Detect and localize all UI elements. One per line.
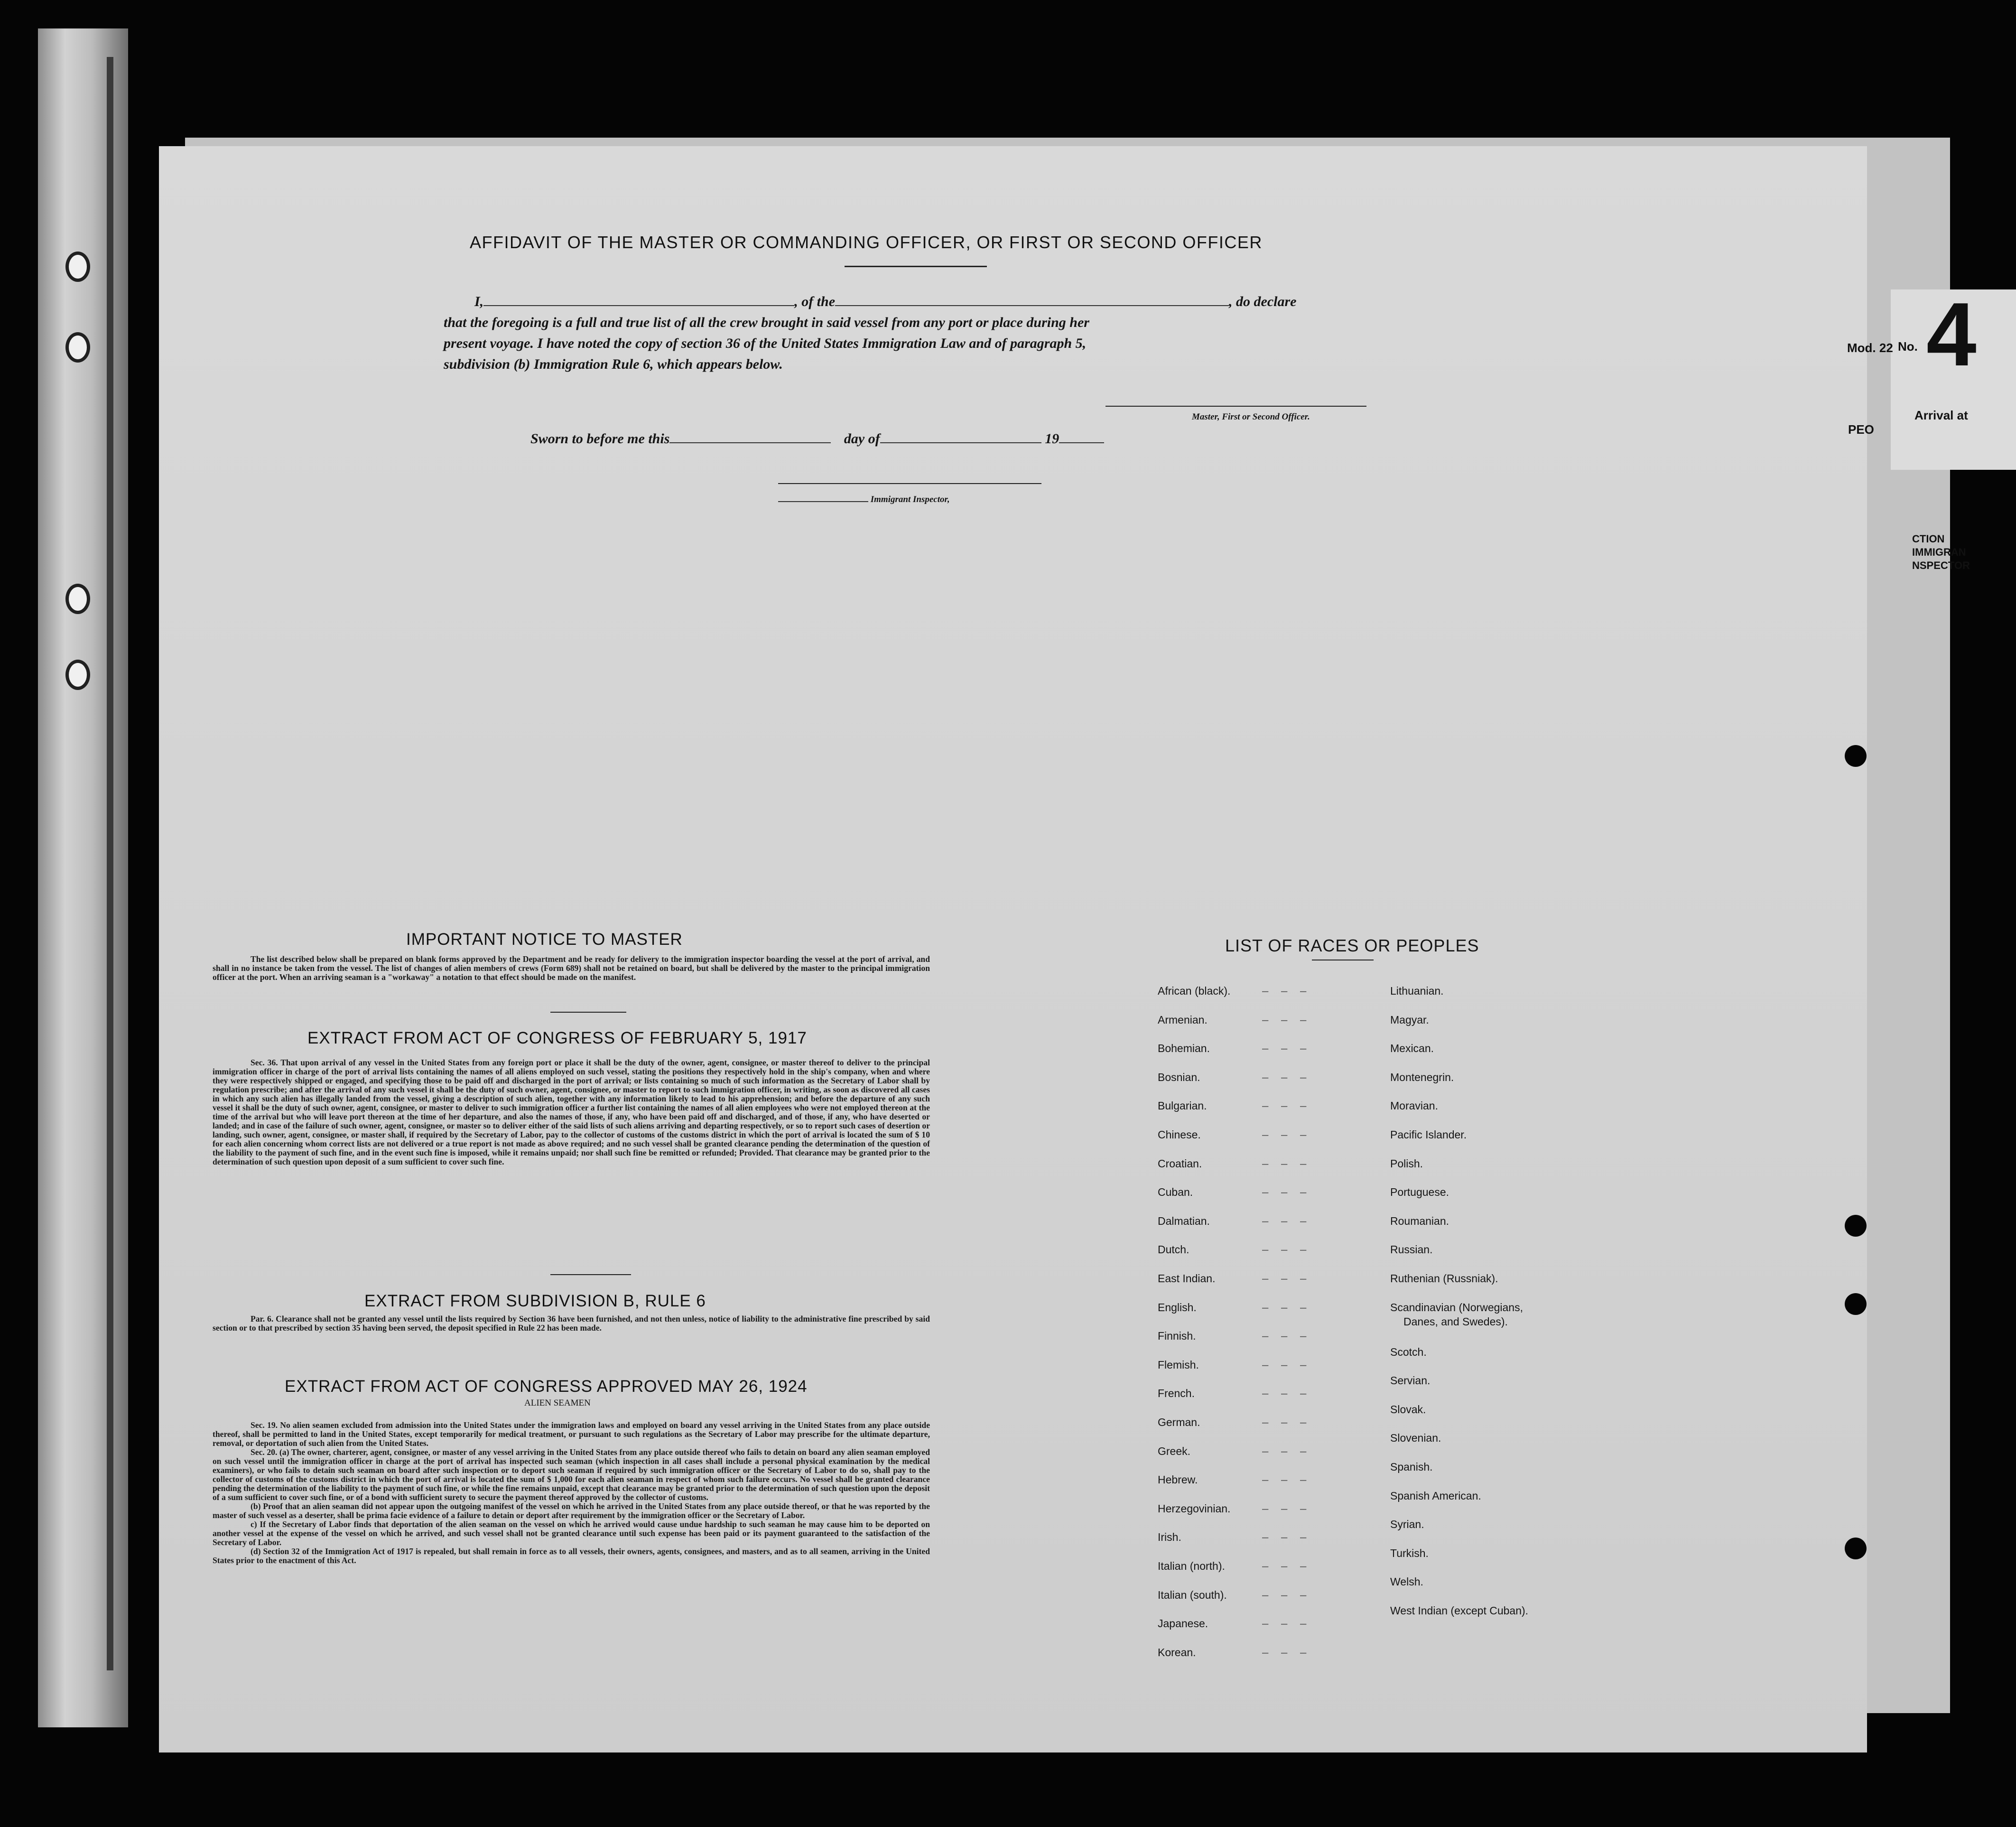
race-item: Syrian. (1390, 1518, 1424, 1531)
race-item: Bohemian. (1158, 1042, 1210, 1055)
binding-hole (65, 332, 90, 363)
affidavit-line-2: that the foregoing is a full and true list of all the crew brought in said vessel from any port or place during her (444, 315, 1089, 330)
tab-mod-label: Mod. 22 (1847, 341, 1893, 355)
race-item: Finnish. (1158, 1330, 1196, 1342)
affidavit-line-3: present voyage. I have noted the copy of section 36 of the United States Immigration Law and of paragraph 5, (444, 336, 1087, 351)
race-item: East Indian. (1158, 1272, 1216, 1285)
race-item: Croatian. (1158, 1157, 1202, 1170)
tab-section-line: IMMIGRAN (1912, 546, 1966, 558)
race-item: Dutch. (1158, 1243, 1189, 1256)
race-item: Irish. (1158, 1531, 1181, 1544)
leader-dashes: – – – (1262, 1186, 1311, 1199)
race-item: Welsh. (1390, 1575, 1423, 1588)
binding-hole (65, 252, 90, 282)
race-item: Japanese. (1158, 1617, 1208, 1630)
race-item: African (black). (1158, 985, 1231, 997)
race-item: Flemish. (1158, 1358, 1199, 1371)
punch-hole (1845, 1215, 1867, 1237)
race-item: Polish. (1390, 1157, 1423, 1170)
leader-dashes: – – – (1262, 1502, 1311, 1515)
race-item: Greek. (1158, 1445, 1191, 1457)
race-item: Mexican. (1390, 1042, 1434, 1055)
race-item: Servian. (1390, 1374, 1431, 1387)
race-item: Lithuanian. (1390, 985, 1444, 997)
leader-dashes: – – – (1262, 1071, 1311, 1084)
leader-dashes: – – – (1262, 1128, 1311, 1141)
inspector-caption: Immigrant Inspector, (870, 494, 950, 504)
leader-dashes: – – – (1262, 1358, 1311, 1371)
extract-rule6-text: Par. 6. Clearance shall not be granted any vessel until the lists required by Section 36 have been furnished, and not then unless, notice of liability to the administrative fine prescribed by said section or to that prescribed by section 35 having been served, the deposit specified in Rule 22 has been made. (213, 1314, 930, 1333)
tab-no-label: No. (1898, 339, 1918, 354)
leader-dashes: – – – (1262, 1272, 1311, 1285)
race-item: West Indian (except Cuban). (1390, 1604, 1529, 1617)
notice-text: The list described below shall be prepared on blank forms approved by the Department and be ready for delivery to the immigration inspector boarding the vessel at the port of arrival, and shall in no instance be taken from the vessel. The list of changes of alien members of crews (Form 689) shall not be retained on board, but shall be delivered by the master to the principal immigration officer at the port. When an arriving seaman is a "workaway" a notation to that effect should be made on the manifest. (213, 954, 930, 982)
sec-20d-text: (d) Section 32 of the Immigration Act of 1917 is repealed, but shall remain in force as to all vessels, their owners, agents, consignees, and masters, and as to all seamen, arriving in the United States prior to the enactment of this Act. (213, 1547, 930, 1565)
inspector-blank (778, 494, 868, 502)
extract-1917-title: EXTRACT FROM ACT OF CONGRESS OF FEBRUARY 5, 1917 (307, 1029, 807, 1047)
extract-1924-body (213, 1421, 930, 1565)
sworn-line (530, 429, 1104, 449)
year-label: 19 (1045, 431, 1059, 447)
binding-edge (107, 57, 113, 1670)
race-item: Ruthenian (Russniak). (1390, 1272, 1498, 1285)
tab-number: 4 (1926, 284, 1977, 385)
leader-dashes: – – – (1262, 1445, 1311, 1458)
leader-dashes: – – – (1262, 1617, 1311, 1631)
extract-1917-rule (550, 1274, 631, 1275)
leader-dashes: – – – (1262, 1646, 1311, 1659)
race-item: Pacific Islander. (1390, 1128, 1467, 1141)
affidavit-do-declare: , do declare (1229, 294, 1297, 309)
signature-line (1106, 406, 1366, 407)
race-item: Italian (south). (1158, 1588, 1227, 1601)
inspector-caption-row (778, 494, 950, 505)
punch-hole (1845, 1538, 1867, 1559)
race-item: English. (1158, 1301, 1197, 1314)
alien-seamen-subtitle: ALIEN SEAMEN (524, 1398, 591, 1408)
tab-peo: PEO (1848, 422, 1874, 437)
title-rule (845, 266, 987, 267)
race-item: Montenegrin. (1390, 1071, 1454, 1083)
leader-dashes: – – – (1262, 985, 1311, 997)
day-of-label: day of (844, 431, 880, 447)
race-item: Roumanian. (1390, 1214, 1449, 1227)
punch-hole (1845, 745, 1867, 767)
sec-20a-text: Sec. 20. (a) The owner, charterer, agent, consignee, or master of any vessel arriving in the United States from any place outside thereof who fails to detain on board any alien seaman employed on such vessel until the immigration officer in charge at the port of arrival has inspected such seaman (which inspection in all cases shall include a personal physical examination by the medical examiners), or who fails to detain such seaman on board after such inspection or to deport such seaman if required by such immigration officer or the Secretary of Labor to do so, shall pay to the collector of customs of the customs district in which the port of arrival is located the sum of $ 1,000 for each alien seaman in respect of whom such failure occurs. No vessel shall be granted clearance pending the determination of the liability to the payment of such fine, or while the fine remains unpaid, except that clearance may be granted prior to the determination of such question upon the deposit of a sum sufficient to cover such fine, or of a bond with sufficient surety to secure the payment thereof approved by the collector of customs. (213, 1447, 930, 1502)
race-item: Turkish. (1390, 1547, 1429, 1559)
extract-1917-text: Sec. 36. That upon arrival of any vessel in the United States from any foreign port or place it shall be the duty of the owner, agent, consignee, or master thereof to deliver to the principal immigration officer in charge of the port of arrival lists containing the names of all aliens employed on such vessel, stating the positions they respectively hold in the ship's company, when and where they were respectively shipped or engaged, and specifying those to be paid off and discharged in the port of arrival; or lists containing so much of such information as the Secretary of Labor shall by regulation prescribe; and after the arrival of any such vessel it shall be the duty of such owner, agent, consignee, or master to report to such immigration officer, in writing, as soon as discovered all cases in which any such alien has illegally landed from the vessel, giving a description of such alien, together with any information likely to lead to his apprehension; and before the departure of any such vessel it shall be the duty of such owner, agent, consignee, or master to deliver to such immigration officer a further list containing the names of all alien employees who were not employed thereon at the time of the arrival but who will leave port thereon at the time of her departure, and also the names of those, if any, who have been paid off and discharged, and of those, if any, who have deserted or landed; and in case of the failure of such owner, agent, consignee, or master so to deliver either of the said lists of such aliens arriving and departing respectively, or so to report such cases of desertion or landing, such owner, agent, consignee, or master shall, if required by the Secretary of Labor, pay to the collector of customs of the customs district in which the port of arrival is located the sum of $ 10 for each alien concerning whom correct lists are not delivered or a true report is not made as above required; and no such vessel shall be granted clearance pending the determination of the question of the liability to the payment of such fine, and in the event such fine is imposed, while it remains unpaid; nor shall such fine be remitted or refunded; Provided. That clearance may be granted prior to the determination of such question upon deposit of a sum sufficient to cover such fine. (213, 1058, 930, 1166)
affidavit-line-4: subdivision (b) Immigration Rule 6, which appears below. (444, 356, 783, 372)
leader-dashes: – – – (1262, 1588, 1311, 1602)
leader-dashes: – – – (1262, 1330, 1311, 1343)
leader-dashes: – – – (1262, 1473, 1311, 1487)
race-item: Russian. (1390, 1243, 1433, 1256)
races-title: LIST OF RACES OR PEOPLES (1225, 936, 1479, 955)
tab-section-line: CTION (1912, 533, 1945, 545)
race-item: Korean. (1158, 1646, 1196, 1659)
notice-rule (550, 1012, 626, 1013)
leader-dashes: – – – (1262, 1387, 1311, 1400)
leader-dashes: – – – (1262, 1100, 1311, 1113)
race-item: Portuguese. (1390, 1186, 1449, 1199)
affidavit-title: AFFIDAVIT OF THE MASTER OR COMMANDING OFFICER, OR FIRST OR SECOND OFFICER (470, 233, 1263, 252)
extract-1924-title: EXTRACT FROM ACT OF CONGRESS APPROVED MAY 26, 1924 (285, 1377, 808, 1396)
leader-dashes: – – – (1262, 1531, 1311, 1544)
extract-rule6-title: EXTRACT FROM SUBDIVISION B, RULE 6 (364, 1292, 706, 1310)
leader-dashes: – – – (1262, 1214, 1311, 1228)
leader-dashes: – – – (1262, 1301, 1311, 1314)
binding-hole (65, 584, 90, 614)
sec-19-text: Sec. 19. No alien seamen excluded from admission into the United States under the immigration laws and employed on board any vessel arriving in the United States from any place outside thereof, shall be permitted to land in the United States, except temporarily for medical treatment, or pursuant to such regulations as the Secretary of Labor may prescribe for the ultimate departure, removal, or deportation of such alien from the United States. (213, 1420, 930, 1448)
tab-section-line: NSPECTOR (1912, 559, 1970, 571)
leader-dashes: – – – (1262, 1042, 1311, 1055)
race-item: Dalmatian. (1158, 1214, 1210, 1227)
sec-20c-text: c) If the Secretary of Labor finds that deportation of the alien seaman on the vessel on which he arrived would cause undue hardship to such seaman he may cause him to be deported on another vessel at the expense of the vessel on which he arrived, and such vessel shall not be granted clearance until such expense has been paid or its payment guaranteed to the satisfaction of the Secretary of Labor. (213, 1519, 930, 1547)
leader-dashes: – – – (1262, 1243, 1311, 1257)
month-blank (880, 429, 1041, 443)
affidavit-of-the: , of the (794, 294, 836, 309)
name-blank (483, 292, 794, 306)
leader-dashes: – – – (1262, 1560, 1311, 1573)
race-item: French. (1158, 1387, 1195, 1400)
race-item: Chinese. (1158, 1128, 1201, 1141)
leader-dashes: – – – (1262, 1416, 1311, 1429)
punch-hole (1845, 1293, 1867, 1315)
race-item: Bosnian. (1158, 1071, 1200, 1083)
binding-strip (38, 28, 128, 1727)
tab-arrival: Arrival at (1914, 408, 1968, 422)
sec-20b-text: (b) Proof that an alien seaman did not appear upon the outgoing manifest of the vessel on which he arrived in the United States from any place outside thereof, or that he was reported by the master of such vessel as a deserter, shall be prima facie evidence of a failure to detain or deport after requirement by the immigration officer or the Secretary of Labor. (213, 1501, 930, 1520)
tab-section (1912, 532, 1970, 572)
race-item: Slovak. (1390, 1403, 1426, 1416)
year-blank (1059, 429, 1104, 443)
leader-dashes: – – – (1262, 1013, 1311, 1026)
leader-dashes: – – – (1262, 1157, 1311, 1170)
extract-rule6-body (213, 1314, 930, 1333)
notice-body (213, 955, 930, 982)
race-item: Herzegovinian. (1158, 1502, 1231, 1515)
race-item: Magyar. (1390, 1013, 1429, 1026)
binding-hole (65, 660, 90, 690)
race-item: German. (1158, 1416, 1200, 1428)
affidavit-line-1 (474, 291, 1296, 312)
sworn-day-blank (669, 429, 831, 443)
race-item: Bulgarian. (1158, 1100, 1207, 1112)
race-item: Scotch. (1390, 1345, 1427, 1358)
extract-1917-body (213, 1058, 930, 1166)
race-item: Moravian. (1390, 1100, 1438, 1112)
signature-caption: Master, First or Second Officer. (1192, 412, 1310, 422)
race-item: Hebrew. (1158, 1473, 1198, 1486)
race-item: Italian (north). (1158, 1560, 1225, 1572)
race-item-continuation: Danes, and Swedes). (1403, 1315, 1508, 1328)
race-item: Slovenian. (1390, 1432, 1441, 1445)
inspector-line-top (778, 483, 1041, 484)
notice-title: IMPORTANT NOTICE TO MASTER (406, 930, 683, 949)
race-item: Spanish American. (1390, 1489, 1481, 1502)
race-item: Scandinavian (Norwegians, (1390, 1301, 1523, 1314)
affidavit-i: I, (474, 294, 484, 309)
race-item: Spanish. (1390, 1460, 1433, 1473)
sworn-label: Sworn to before me this (530, 431, 670, 447)
race-item: Armenian. (1158, 1013, 1208, 1026)
vessel-blank (835, 292, 1229, 306)
race-item: Cuban. (1158, 1186, 1193, 1199)
